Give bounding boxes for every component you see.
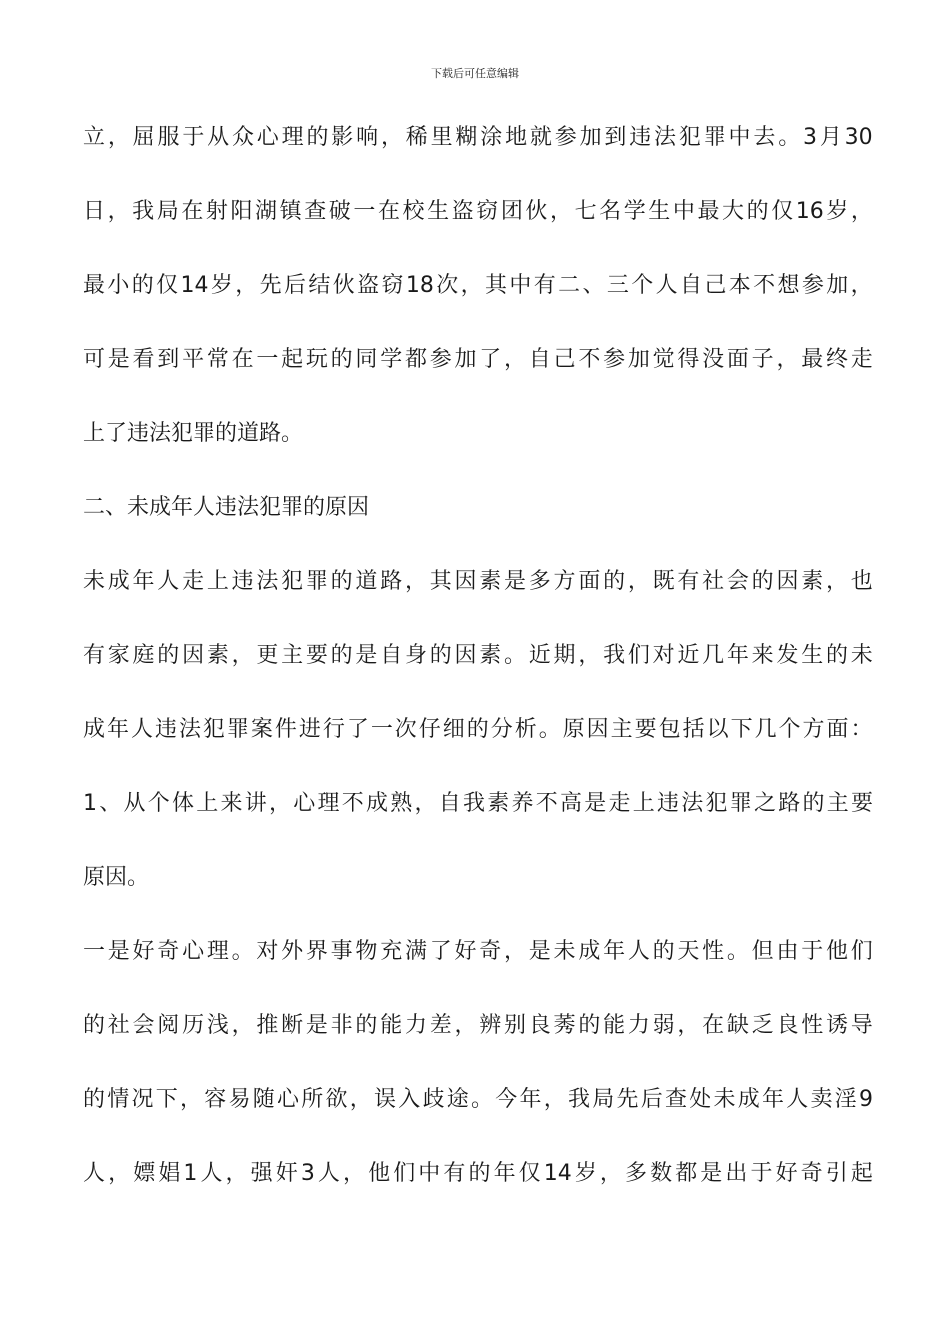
text-line: 最 小 的 仅 14 岁 ， 先 后 结 伙 盗 窃 18 次 ， 其 中 有 二 、 三 个 人 自 己 本 不 想 参 加 ，	[83, 273, 873, 298]
text-line: 有 家 庭 的 因 素 ， 更 主 要 的 是 自 身 的 因 素 。 近 期 ， 我 们 对 近 几 年 来 发 生 的 未	[83, 643, 873, 668]
text-line: 立 ， 屈 服 于 从 众 心 理 的 影 响 ， 稀 里 糊 涂 地 就 参 加 到 违 法 犯 罪 中 去 。 3 月 30	[83, 125, 873, 150]
text-line: 上了违法犯罪的道路。	[83, 421, 304, 446]
text-line: 未 成 年 人 走 上 违 法 犯 罪 的 道 路 ， 其 因 素 是 多 方 面 的 ， 既 有 社 会 的 因 素 ， 也	[83, 569, 873, 594]
text-line: 一 是 好 奇 心 理 。 对 外 界 事 物 充 满 了 好 奇 ， 是 未 成 年 人 的 天 性 。 但 由 于 他 们	[83, 939, 873, 964]
document-body	[83, 116, 873, 1226]
text-line: 的 社 会 阅 历 浅 ， 推 断 是 非 的 能 力 差 ， 辨 别 良 莠 的 能 力 弱 ， 在 缺 乏 良 性 诱 导	[83, 1013, 873, 1038]
text-line: 1 、 从 个 体 上 来 讲 ， 心 理 不 成 熟 ， 自 我 素 养 不 高 是 走 上 违 法 犯 罪 之 路 的 主 要	[83, 791, 873, 816]
text-line: 可 是 看 到 平 常 在 一 起 玩 的 同 学 都 参 加 了 ， 自 己 不 参 加 觉 得 没 面 子 ， 最 终 走	[83, 347, 873, 372]
text-line: 人 ， 嫖 娼 1 人 ， 强 奸 3 人 ， 他 们 中 有 的 年 仅 14 岁 ， 多 数 都 是 出 于 好 奇 引 起	[83, 1161, 873, 1186]
text-line: 成 年 人 违 法 犯 罪 案 件 进 行 了 一 次 仔 细 的 分 析 。 原 因 主 要 包 括 以 下 几 个 方 面 ：	[83, 717, 873, 742]
text-line: 的 情 况 下 ， 容 易 随 心 所 欲 ， 误 入 歧 途 。 今 年 ， 我 局 先 后 查 处 未 成 年 人 卖 淫 9	[83, 1087, 873, 1112]
section-heading: 二、未成年人违法犯罪的原因	[83, 495, 370, 520]
text-line: 日 ， 我 局 在 射 阳 湖 镇 查 破 一 在 校 生 盗 窃 团 伙 ， 七 名 学 生 中 最 大 的 仅 16 岁 ，	[83, 199, 873, 224]
page-header: 下载后可任意编辑	[431, 67, 519, 80]
text-line: 原因。	[83, 865, 150, 890]
